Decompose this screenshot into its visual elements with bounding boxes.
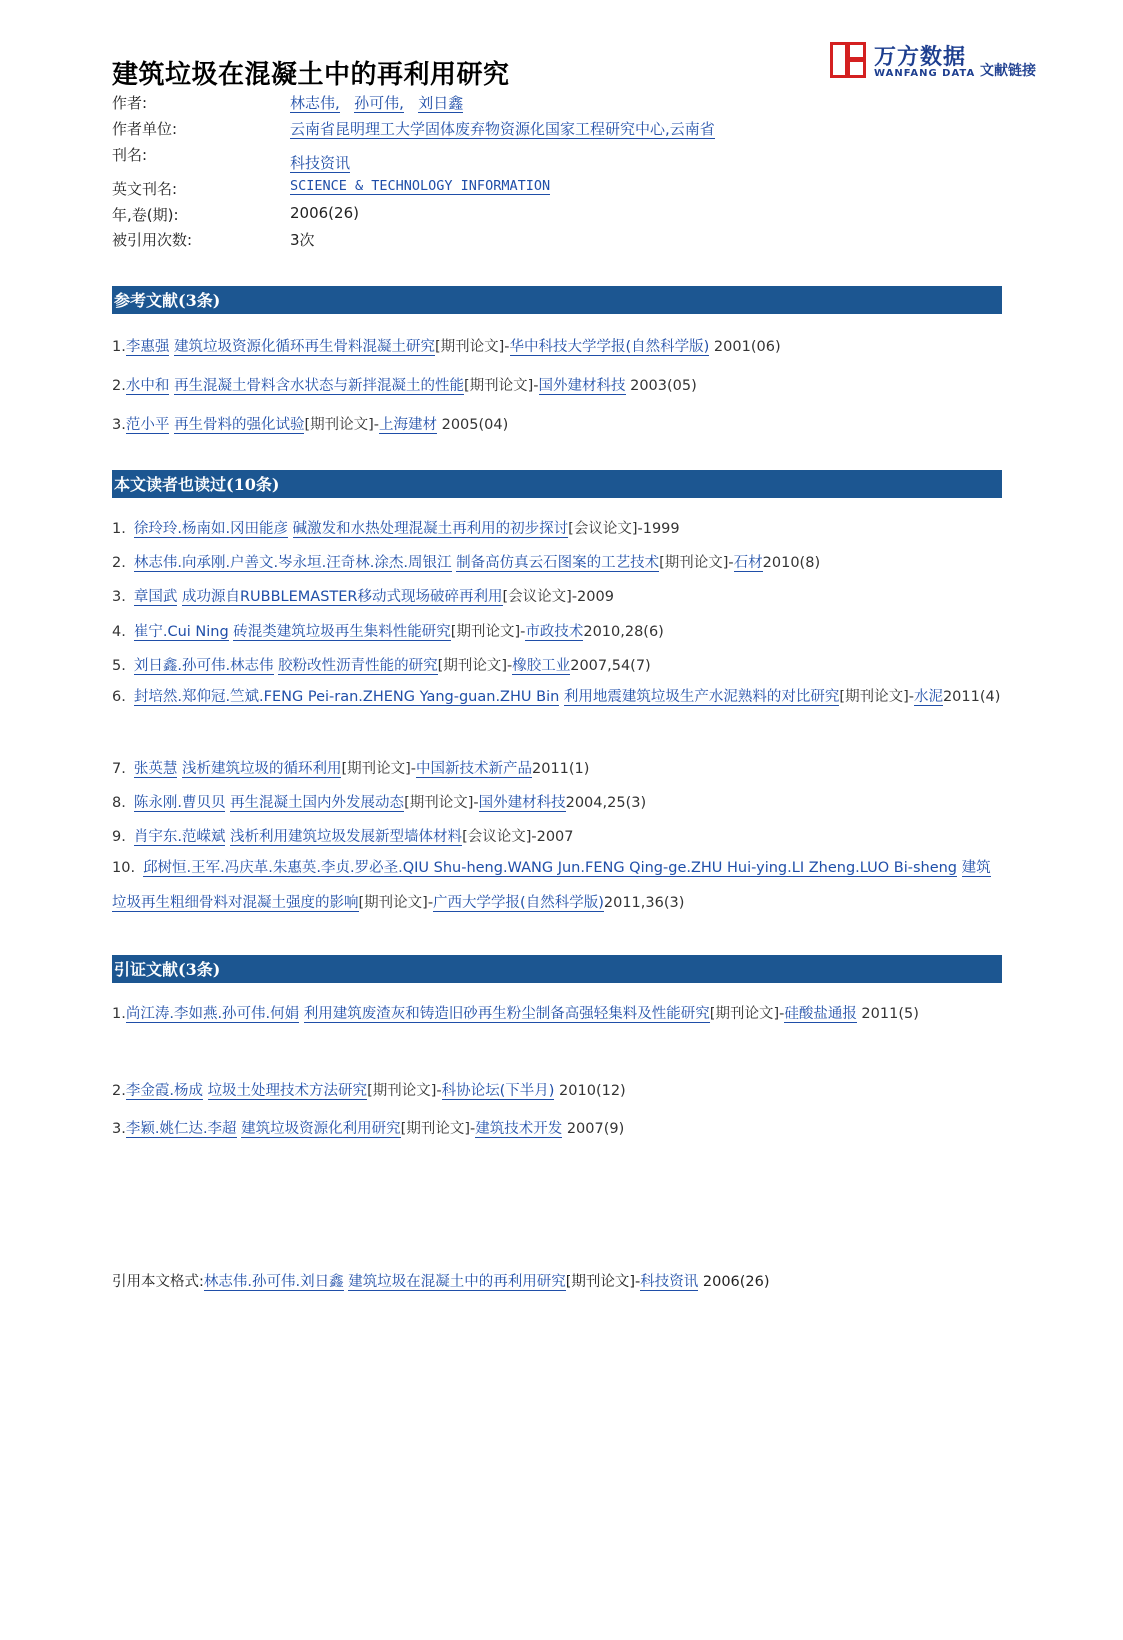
item-authors-link[interactable]: 封培然.郑仰冠.竺斌.FENG Pei-ran.ZHENG Yang-guan.ZHU Bin [133,689,560,705]
item-type: [期刊论文]- [341,761,416,777]
item-title-link[interactable]: 制备高仿真云石图案的工艺技术 [456,555,660,571]
item-number: 2. [112,1083,126,1099]
item-number: 6. [112,689,126,705]
wanfang-logo [830,40,1060,84]
unit-link[interactable]: 云南省昆明理工大学固体废弃物资源化国家工程研究中心,云南省 [290,120,715,138]
item-type: [期刊论文]- [404,795,479,811]
item-type: [会议论文]-2007 [462,829,574,845]
section-header-readers: 本文读者也读过(10条) [112,470,1002,498]
list-item [112,517,1002,538]
section-header-references: 参考文献(3条) [112,286,1002,314]
item-number: 3. [112,589,126,605]
list-item [112,851,1002,921]
item-number: 4. [112,624,126,640]
citation-authors-link[interactable]: 林志伟.孙可伟.刘日鑫 [203,1274,344,1290]
unit-label: 作者单位: [112,120,178,138]
ref-source-link[interactable]: 国外建材科技 [538,378,626,394]
item-number: 2. [112,555,126,571]
item-number: 5. [112,658,126,674]
citation-journal-link[interactable]: 科技资讯 [640,1274,699,1290]
item-authors-link[interactable]: 李颖.姚仁达.李超 [125,1121,237,1137]
item-number: 9. [112,829,126,845]
logo-brand-en: WANFANG DATA [874,68,976,79]
item-type: [会议论文]-2009 [502,589,614,605]
item-tail: 2007(9) [562,1121,625,1137]
en-journal-link[interactable]: SCIENCE & TECHNOLOGY INFORMATION [290,178,551,194]
item-source-link[interactable]: 石材 [733,555,763,571]
ref-author-link[interactable]: 李惠强 [125,339,170,355]
item-number: 10. [112,860,136,876]
item-title-link[interactable]: 碱激发和水热处理混凝土再利用的初步探讨 [292,521,569,537]
item-tail: 2004,25(3) [565,795,647,811]
logo-brand: 万方数据 [874,45,967,70]
item-authors-link[interactable]: 李金霞.杨成 [125,1083,203,1099]
citation-title-link[interactable]: 建筑垃圾在混凝土中的再利用研究 [348,1274,566,1290]
list-item [112,654,1002,675]
item-number: 1. [112,1006,126,1022]
item-title-link[interactable]: 胶粉改性沥青性能的研究 [278,658,438,674]
item-type: [期刊论文]- [437,658,513,674]
item-type: [期刊论文]- [709,1006,785,1022]
item-title-link[interactable]: 浅析建筑垃圾的循环利用 [181,761,342,777]
item-type: [期刊论文]- [839,689,914,705]
list-item [112,551,1002,572]
citation-format: 引用本文格式:林志伟.孙可伟.刘日鑫 建筑垃圾在混凝土中的再利用研究[期刊论文]-科技资讯 2006(26) [112,1274,770,1290]
item-source-link[interactable]: 水泥 [913,689,943,705]
issue-value: 2006(26) [290,204,359,222]
item-source-link[interactable]: 橡胶工业 [512,658,571,674]
item-source-link[interactable]: 硅酸盐通报 [784,1006,857,1022]
item-title-link[interactable]: 成功源自RUBBLEMASTER移动式现场破碎再利用 [181,589,503,605]
item-title-link[interactable]: 再生混凝土国内外发展动态 [230,795,405,811]
ref-source-link[interactable]: 上海建材 [379,417,437,433]
item-number: 7. [112,761,126,777]
item-authors-link[interactable]: 尚江涛.李如燕.孙可伟.何娟 [125,1006,300,1022]
list-item: 1.李惠强 建筑垃圾资源化循环再生骨料混凝土研究[期刊论文]-华中科技大学学报(自然科学版) 2001(06) [112,339,781,355]
item-tail: 2011(4) [942,689,1001,705]
item-tail: 2007,54(7) [570,658,651,674]
ref-source-link[interactable]: 华中科技大学学报(自然科学版) [509,339,710,355]
document-title: 建筑垃圾在混凝土中的再利用研究 [112,60,510,90]
author-link[interactable]: 孙可伟, [354,94,404,112]
item-tail: 2011(5) [856,1006,919,1022]
author-link[interactable]: 刘日鑫 [418,94,464,112]
item-authors-link[interactable]: 徐玲玲.杨南如.冈田能彦 [133,521,289,537]
item-type: [期刊论文]- [400,1121,476,1137]
issue-label: 年,卷(期): [112,206,179,224]
item-authors-link[interactable]: 刘日鑫.孙可伟.林志伟 [133,658,274,674]
item-title-link[interactable]: 垃圾土处理技术方法研究 [207,1083,368,1099]
ref-author-link[interactable]: 范小平 [125,417,170,433]
item-authors-link[interactable]: 崔宁.Cui Ning [133,624,229,640]
item-tail: 2011,36(3) [603,895,685,911]
item-type: [期刊论文]- [659,555,734,571]
item-tail: 2011(1) [532,761,590,777]
authors-label: 作者: [112,94,148,112]
wanfang-logo-icon [830,42,866,78]
item-type: [期刊论文]- [358,895,434,911]
item-title-link[interactable]: 浅析利用建筑垃圾发展新型墙体材料 [230,829,463,845]
item-title-link[interactable]: 建筑垃圾资源化利用研究 [241,1121,401,1137]
ref-title-link[interactable]: 再生混凝土骨料含水状态与新拌混凝土的性能 [173,378,464,394]
list-item [112,680,1002,715]
item-title-link[interactable]: 建筑垃圾再生粗细骨料对混凝土强度的影响 [112,860,991,911]
item-source-link[interactable]: 建筑技术开发 [475,1121,563,1137]
list-item: 2.水中和 再生混凝土骨料含水状态与新拌混凝土的性能[期刊论文]-国外建材科技 2003(05) [112,378,697,394]
ref-title-link[interactable]: 建筑垃圾资源化循环再生骨料混凝土研究 [173,339,435,355]
journal-label: 刊名: [112,146,148,164]
cited-value: 3次 [290,231,315,249]
item-authors-link[interactable]: 张英慧 [133,761,178,777]
item-tail: 2010(8) [762,555,821,571]
list-item [112,585,1002,606]
list-item [112,791,1002,812]
item-type: [期刊论文]- [367,1083,442,1099]
list-item [112,757,1002,778]
list-item [112,1117,1002,1138]
list-item [112,1079,1002,1100]
item-source-link[interactable]: 中国新技术新产品 [416,761,532,777]
item-number: 3. [112,1121,126,1137]
author-link[interactable]: 林志伟, [290,94,340,112]
item-title-link[interactable]: 利用建筑废渣灰和铸造旧砂再生粉尘制备高强轻集料及性能研究 [303,1006,710,1022]
item-authors-link[interactable]: 肖宇东.范嵘斌 [133,829,226,845]
cited-label: 被引用次数: [112,231,193,249]
item-source-link[interactable]: 广西大学学报(自然科学版) [433,895,604,911]
item-source-link[interactable]: 市政技术 [525,624,584,640]
list-item [112,995,1002,1033]
item-source-link[interactable]: 国外建材科技 [478,795,566,811]
item-title-link[interactable]: 利用地震建筑垃圾生产水泥熟料的对比研究 [563,689,840,705]
item-type: [会议论文]-1999 [568,521,680,537]
item-source-link[interactable]: 科协论坛(下半月) [441,1083,555,1099]
en-journal-label: 英文刊名: [112,180,178,198]
item-authors-link[interactable]: 陈永刚.曹贝贝 [133,795,226,811]
ref-author-link[interactable]: 水中和 [125,378,170,394]
citation-label: 引用本文格式: [112,1274,204,1290]
literature-link[interactable]: 文献链接 [980,63,1036,79]
item-number: 1. [112,521,126,537]
item-authors-link[interactable]: 章国武 [133,589,178,605]
item-title-link[interactable]: 砖混类建筑垃圾再生集料性能研究 [233,624,451,640]
ref-title-link[interactable]: 再生骨料的强化试验 [173,417,305,433]
section-header-citing: 引证文献(3条) [112,955,1002,983]
list-item: 3.范小平 再生骨料的强化试验[期刊论文]-上海建材 2005(04) [112,417,509,433]
journal-link[interactable]: 科技资讯 [290,154,351,172]
item-authors-link[interactable]: 林志伟.向承刚.户善文.岑永垣.汪奇林.涂杰.周银江 [133,555,452,571]
list-item [112,620,1002,641]
item-tail: 2010(12) [554,1083,626,1099]
item-number: 8. [112,795,126,811]
item-type: [期刊论文]- [450,624,526,640]
item-tail: 2010,28(6) [583,624,664,640]
item-authors-link[interactable]: 邱树恒.王军.冯庆革.朱惠英.李贞.罗必圣.QIU Shu-heng.WANG Jun.FENG Qing-ge.ZHU Hui-ying.LI Zheng.LUO Bi-sheng [143,860,958,876]
list-item [112,825,1002,846]
